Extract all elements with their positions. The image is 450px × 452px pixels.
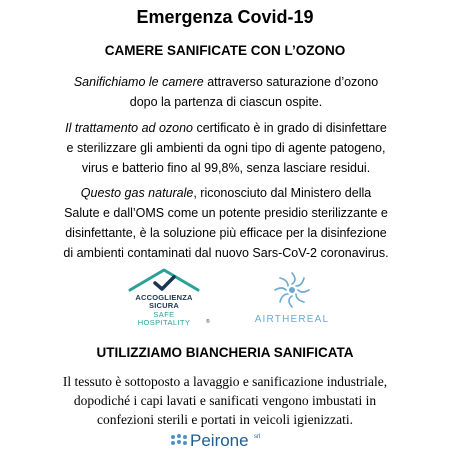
airthereal-logo xyxy=(244,270,340,330)
logo-text: SICURA xyxy=(149,301,179,310)
logo-text: HOSPITALITY xyxy=(137,318,191,327)
page-title: Emergenza Covid-19 xyxy=(136,7,314,27)
logo-text: AIRTHEREAL xyxy=(254,314,330,325)
section-heading-ozone: CAMERE SANIFICATE CON L’OZONO xyxy=(104,43,346,58)
section-heading-linen: UTILIZZIAMO BIANCHERIA SANIFICATA xyxy=(96,345,354,360)
paragraph-ozone-rooms xyxy=(62,72,390,112)
logo-text: ACCOGLIENZA xyxy=(135,293,193,302)
house-check-icon xyxy=(122,266,206,296)
logo-text: Peirone xyxy=(190,431,249,450)
paragraph-lead: Sanifichiamo le camere xyxy=(73,75,204,89)
paragraph-lead: Questo gas naturale xyxy=(80,186,194,200)
paragraph-natural-gas xyxy=(62,183,390,263)
peirone-dots-icon xyxy=(170,434,188,448)
paragraph-lead: Il trattamento ad ozono xyxy=(65,121,193,135)
logo-text: SAFE xyxy=(153,310,175,319)
paragraph-ozone-treatment xyxy=(62,118,390,178)
paragraph-text: , riconosciuto dal Ministero della Salute e dall’OMS come un potente presidio sterilizzante e disinfettante, è la soluzione più efficace per la disinfezione di ambienti contaminati dal nuovo Sars-CoV-2 coronavirus. xyxy=(63,186,389,260)
accoglienza-sicura-logo xyxy=(122,266,210,330)
logo-suffix: srl xyxy=(254,434,261,440)
paragraph-text: certificato è in grado di disinfettare e sterilizzare gli ambienti da ogni tipo di agente patogeno, virus e batterio fino al 99,8%, senza lasciare residui. xyxy=(66,121,387,175)
airthereal-emblem-icon xyxy=(272,270,312,310)
paragraph-text: attraverso saturazione d’ozono dopo la partenza di ciascun ospite. xyxy=(129,75,379,109)
peirone-logo xyxy=(170,432,280,452)
registered-mark: ® xyxy=(206,319,210,325)
paragraph-linen: Il tessuto è sottoposto a lavaggio e sanificazione industriale, dopodiché i capi lavati e sanificati vengono imbustati in confezioni sterili e portati in veicoli igienizzati. xyxy=(62,374,388,427)
